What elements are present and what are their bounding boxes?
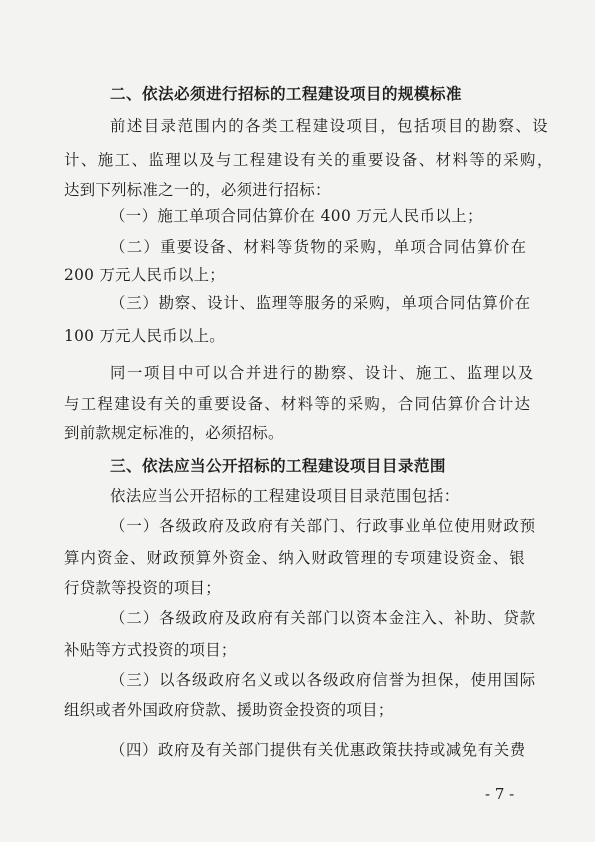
text-line: 前述目录范围内的各类工程建设项目，包括项目的勘察、设 — [110, 117, 550, 135]
text-line: 补贴等方式投资的项目； — [64, 641, 237, 659]
text-line: 达到下列标准之一的，必须进行招标： — [64, 181, 331, 199]
text-line: （二）各级政府及政府有关部门以资本金注入、补助、贷款 — [110, 609, 537, 627]
text-line: 同一项目中可以合并进行的勘察、设计、施工、监理以及 — [110, 364, 535, 382]
text-line: 200 万元人民币以上； — [64, 266, 225, 284]
text-line: （一）各级政府及政府有关部门、行政事业单位使用财政预 — [110, 517, 537, 535]
text-line: 行贷款等投资的项目； — [64, 579, 221, 597]
text-line: 与工程建设有关的重要设备、材料等的采购，合同估算价合计达 — [64, 395, 532, 413]
section-heading-2: 二、依法必须进行招标的工程建设项目的规模标准 — [110, 85, 462, 103]
text-line: 依法应当公开招标的工程建设项目目录范围包括： — [110, 487, 460, 505]
text-line: 100 万元人民币以上。 — [64, 327, 225, 345]
text-line: （三）以各级政府名义或以各级政府信誉为担保，使用国际 — [110, 671, 537, 689]
text-line: （三）勘察、设计、监理等服务的采购，单项合同估算价在 — [110, 294, 531, 312]
text-line: （一）施工单项合同估算价在 400 万元人民币以上； — [110, 207, 483, 225]
text-line: 计、施工、监理以及与工程建设有关的重要设备、材料等的采购， — [64, 151, 554, 169]
text-line: 到前款规定标准的，必须招标。 — [64, 424, 284, 442]
page-number: - 7 - — [485, 785, 515, 803]
section-heading-3: 三、依法应当公开招标的工程建设项目目录范围 — [110, 457, 446, 475]
text-line: 算内资金、财政预算外资金、纳入财政管理的专项建设资金、银 — [64, 549, 526, 567]
text-line: 组织或者外国政府贷款、援助资金投资的项目； — [64, 701, 394, 719]
text-line: （四）政府及有关部门提供有关优惠政策扶持或减免有关费 — [110, 741, 526, 759]
text-line: （二）重要设备、材料等货物的采购，单项合同估算价在 — [110, 238, 528, 256]
